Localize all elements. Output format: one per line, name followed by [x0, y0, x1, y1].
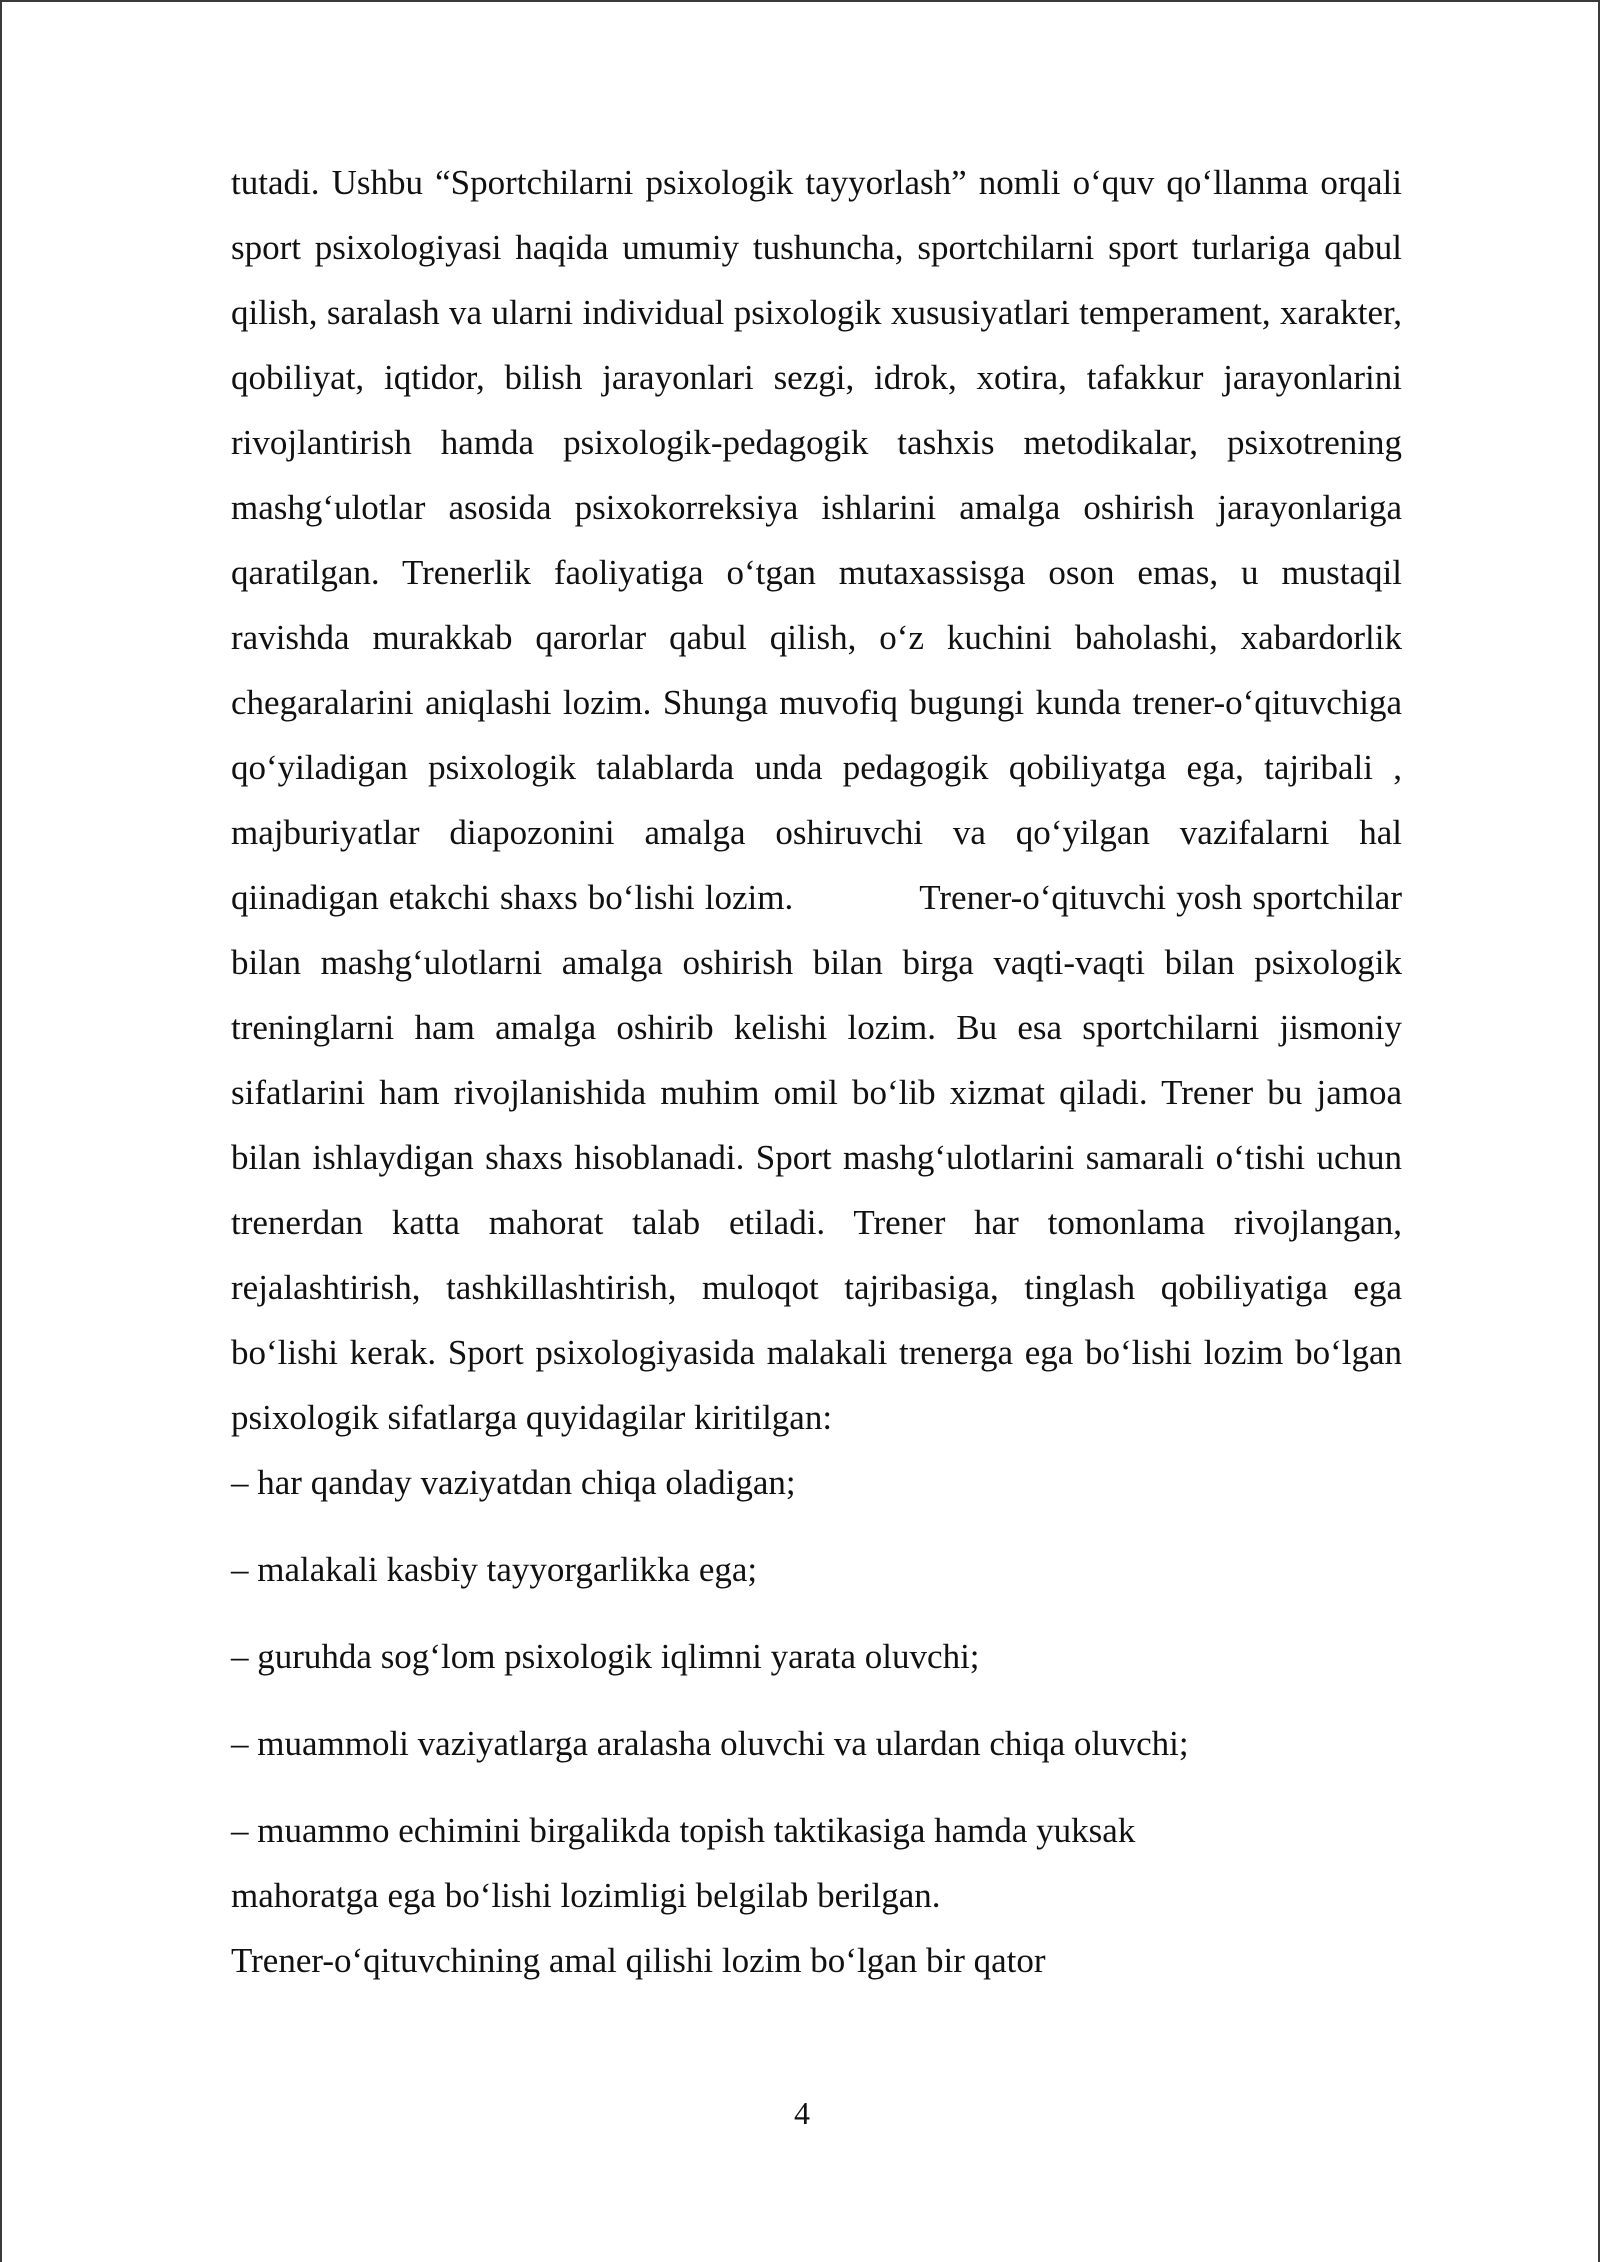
paragraph-text-part-2: Trener-o‘qituvchi yosh sportchilar bilan mashg‘ulotlarni amalga oshirish bilan birga vaqti-vaqti bilan psixologik treninglarni ham amalga oshirib kelishi lozim. Bu esa sportchilarni jismoniy sifatlarini ham rivojlanishida muhim omil bo‘lib xizmat qiladi. Trener bu jamoa bilan ishlaydigan shaxs hisoblanadi. Sport mashg‘ulotlarini samarali o‘tishi uchun trenerdan katta mahorat talab etiladi. Trener har tomonlama rivojlangan, rejalashtirish, tashkillashtirish, muloqot tajribasiga, tinglash qobiliyatiga ega bo‘lishi kerak. Sport psixologiyasida malakali trenerga ega bo‘lishi lozim bo‘lgan psixologik sifatlarga quyidagilar kiritilgan: [231, 878, 1402, 1437]
list-continuation: mahoratga ega bo‘lishi lozimligi belgilab berilgan. [231, 1876, 941, 1915]
list-item: – har qanday vaziyatdan chiqa oladigan; [231, 1463, 796, 1502]
list-item: – malakali kasbiy tayyorgarlikka ega; [231, 1550, 758, 1589]
paragraph-text-part-1: tutadi. Ushbu “Sportchilarni psixologik tayyorlash” nomli o‘quv qo‘llanma orqali sport psixologiyasi haqida umumiy tushuncha, sportchilarni sport turlariga qabul qilish, saralash va ularni individual psixologik xususiyatlari temperament, xarakter, qobiliyat, iqtidor, bilish jarayonlari sezgi, idrok, xotira, tafakkur jarayonlarini rivojlantirish hamda psixologik-pedagogik tashxis metodikalar, psixotrening mashg‘ulotlar asosida psixokorreksiya ishlarini amalga oshirish jarayonlariga qaratilgan. Trenerlik faoliyatiga o‘tgan mutaxassisga oson emas, u mustaqil ravishda murakkab qarorlar qabul qilish, o‘z kuchini baholashi, xabardorlik chegaralarini aniqlashi lozim. Shunga muvofiq bugungi kunda trener-o‘qituvchiga qo‘yiladigan psixologik talablarda unda pedagogik qobiliyatga ega, tajribali , majburiyatlar diapozonini amalga oshiruvchi va qo‘yilgan vazifalarni hal qiinadigan etakchi shaxs bo‘lishi lozim. [231, 163, 1402, 917]
qualities-list [231, 1450, 1402, 1863]
page-number: 4 [794, 2095, 810, 2131]
list-item: – guruhda sog‘lom psixologik iqlimni yarata oluvchi; [231, 1637, 980, 1676]
list-item: – muammoli vaziyatlarga aralasha oluvchi va ulardan chiqa oluvchi; [231, 1724, 1189, 1763]
final-line: Trener-o‘qituvchining amal qilishi lozim bo‘lgan bir qator [231, 1941, 1046, 1980]
paragraph-main [231, 150, 1402, 1450]
list-item: – muammo echimini birgalikda topish taktikasiga hamda yuksak [231, 1811, 1136, 1850]
page-body [231, 150, 1402, 1993]
